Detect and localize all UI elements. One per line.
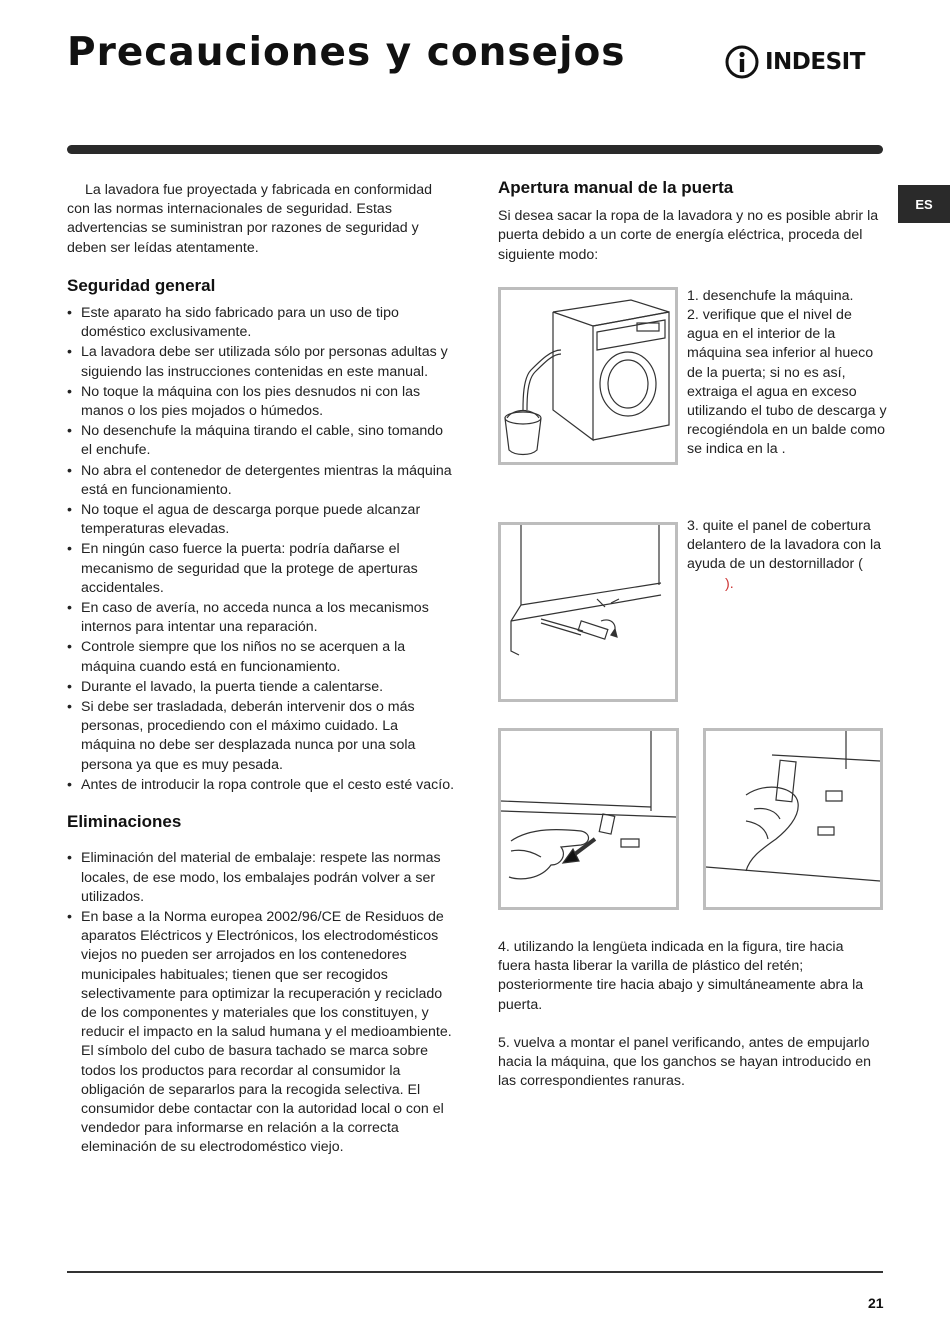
disposal-heading: Eliminaciones xyxy=(67,812,182,832)
page-number: 21 xyxy=(868,1295,884,1311)
figure-drain-bucket xyxy=(498,287,678,465)
header-divider xyxy=(67,145,883,154)
screwdriver-panel-illustration xyxy=(501,525,675,699)
list-item: • En ningún caso fuerce la puerta: podría dañarse el mecanismo de seguridad que la protege de aperturas accidentales. xyxy=(67,540,455,598)
list-item: • En base a la Norma europea 2002/96/CE de Residuos de aparatos Eléctricos y Electrónicos, los electrodomésticos viejos no pueden ser arrojados en los contenedores municipales habituales; tienen que ser recogidos selectivamente para optimizar la recuperación y reciclado de los componentes y materiales que los constituyen, y reducir el impacto en la salud humana y el medioambiente. El símbolo del cubo de basura tachado se marca sobre todos los productos para recordar al consumidor la obligación de separarlos para la recogida selectiva. El consumidor debe contactar con la autoridad local o con el vendedor para informarse en relación a la correcta eleminación de su electrodoméstico viejo. xyxy=(67,908,455,1158)
list-item: • No abra el contenedor de detergentes mientras la máquina está en funcionamiento. xyxy=(67,462,455,500)
hand-pull-rod-illustration xyxy=(706,731,880,907)
safety-list xyxy=(67,304,455,795)
figure-pull-tab-1 xyxy=(498,728,679,910)
right-column xyxy=(498,178,886,265)
left-column xyxy=(67,181,455,1159)
list-item: • Este aparato ha sido fabricado para un uso de tipo doméstico exclusivamente. xyxy=(67,304,455,342)
list-item: • La lavadora debe ser utilizada sólo por personas adultas y siguiendo las instrucciones contenidas en este manual. xyxy=(67,343,455,381)
figure-remove-panel xyxy=(498,522,678,702)
safety-heading: Seguridad general xyxy=(67,275,216,295)
list-item: • En caso de avería, no acceda nunca a los mecanismos internos para intentar una reparación. xyxy=(67,599,455,637)
indesit-i-icon xyxy=(725,45,759,79)
washing-machine-bucket-illustration xyxy=(501,290,675,462)
list-item: • Durante el lavado, la puerta tiende a calentarse. xyxy=(67,678,455,697)
step-3-end: ). xyxy=(725,575,734,592)
disposal-list xyxy=(67,849,455,1157)
list-item: • Si debe ser trasladada, deberán intervenir dos o más personas, procediendo con el máximo cuidado. La máquina no debe ser desplazada nunca por una sola persona ya que es muy pesada. xyxy=(67,698,455,775)
step-3-text xyxy=(687,517,887,594)
step-4-text: 4. utilizando la lengüeta indicada en la figura, tire hacia fuera hasta liberar la varilla de plástico del retén; posteriormente tire hacia abajo y simultáneamente abra la puerta. xyxy=(498,939,864,1013)
footer-divider xyxy=(67,1271,883,1273)
list-item: • No toque el agua de descarga porque puede alcanzar temperaturas elevadas. xyxy=(67,501,455,539)
list-item: • No toque la máquina con los pies desnudos ni con las manos o los pies mojados o húmedos. xyxy=(67,383,455,421)
step-2-text: 2. verifique que el nivel de agua en el interior de la máquina sea inferior al hueco de la puerta; si no es así, extraiga el agua en exceso utilizando el tubo de descarga y recogiéndola en un balde como se indica en la . xyxy=(687,307,887,458)
door-heading: Apertura manual de la puerta xyxy=(498,178,734,197)
list-item: • Antes de introducir la ropa controle que el cesto esté vacío. xyxy=(67,776,455,795)
step-1-text: 1. desenchufe la máquina. xyxy=(687,288,854,304)
hand-pull-tab-illustration xyxy=(501,731,676,907)
step-5-text: 5. vuelva a montar el panel verificando, antes de empujarlo hacia la máquina, que los ganchos se hayan introducido en las correspondientes ranuras. xyxy=(498,1035,872,1090)
language-tab: ES xyxy=(898,185,950,223)
figure-pull-tab-2 xyxy=(703,728,883,910)
brand-wordmark: INDESIT xyxy=(765,49,865,75)
list-item: • No desenchufe la máquina tirando el cable, sino tomando el enchufe. xyxy=(67,422,455,460)
list-item: • Eliminación del material de embalaje: respete las normas locales, de ese modo, los embalajes podrán volver a ser utilizados. xyxy=(67,849,455,907)
door-intro: Si desea sacar la ropa de la lavadora y no es posible abrir la puerta debido a un corte de energía eléctrica, proceda del siguiente modo: xyxy=(498,208,879,263)
step-3-main: 3. quite el panel de cobertura delantero de la lavadora con la ayuda de un destornillador ( xyxy=(687,518,882,573)
intro-paragraph: La lavadora fue proyectada y fabricada en conformidad con las normas internacionales de seguridad. Estas advertencias se suministran por razones de seguridad y deben ser leídas atentamente. xyxy=(67,182,433,256)
brand-logo xyxy=(725,42,865,82)
page-title: Precauciones y consejos xyxy=(67,30,626,75)
list-item: • Controle siempre que los niños no se acerquen a la máquina cuando está en funcionamiento. xyxy=(67,638,455,676)
